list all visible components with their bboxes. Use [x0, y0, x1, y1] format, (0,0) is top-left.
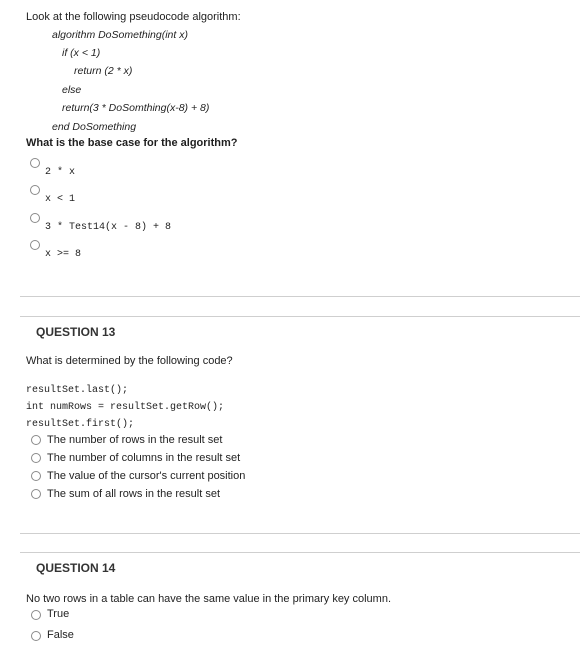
radio-button[interactable] [31, 435, 41, 445]
question-14-heading: QUESTION 14 [36, 561, 116, 575]
radio-button[interactable] [30, 240, 40, 250]
question-13-heading: QUESTION 13 [36, 325, 116, 339]
option-label: x < 1 [45, 194, 76, 205]
option-label: True [47, 608, 70, 620]
option-label: The number of columns in the result set [47, 452, 241, 464]
option-label: 2 * x [45, 167, 76, 178]
radio-button[interactable] [31, 453, 41, 463]
radio-button[interactable] [30, 213, 40, 223]
code-line: end DoSomething [52, 121, 137, 133]
code-line: resultSet.first(); [26, 419, 135, 430]
code-line: return (2 * x) [74, 65, 133, 77]
divider [20, 296, 580, 297]
divider [20, 316, 580, 317]
code-line: resultSet.last(); [26, 385, 129, 396]
radio-button[interactable] [31, 631, 41, 641]
code-line: else [62, 84, 82, 96]
option-label: 3 * Test14(x - 8) + 8 [45, 222, 172, 233]
divider [20, 533, 580, 534]
option-label: x >= 8 [45, 249, 82, 260]
radio-button[interactable] [31, 489, 41, 499]
code-line: if (x < 1) [62, 47, 101, 59]
radio-button[interactable] [30, 158, 40, 168]
q12-prompt: Look at the following pseudocode algorithm: [26, 11, 241, 23]
divider [20, 552, 580, 553]
q13-question: What is determined by the following code? [26, 355, 233, 367]
radio-button[interactable] [31, 610, 41, 620]
code-line: algorithm DoSomething(int x) [52, 29, 188, 41]
option-label: The sum of all rows in the result set [47, 488, 221, 500]
radio-button[interactable] [30, 185, 40, 195]
option-label: False [47, 629, 74, 641]
code-line: int numRows = resultSet.getRow(); [26, 402, 225, 413]
option-label: The value of the cursor's current position [47, 470, 246, 482]
q12-question: What is the base case for the algorithm? [26, 137, 238, 149]
q14-question: No two rows in a table can have the same value in the primary key column. [26, 593, 392, 605]
code-line: return(3 * DoSomthing(x-8) + 8) [62, 102, 210, 114]
radio-button[interactable] [31, 471, 41, 481]
option-label: The number of rows in the result set [47, 434, 223, 446]
